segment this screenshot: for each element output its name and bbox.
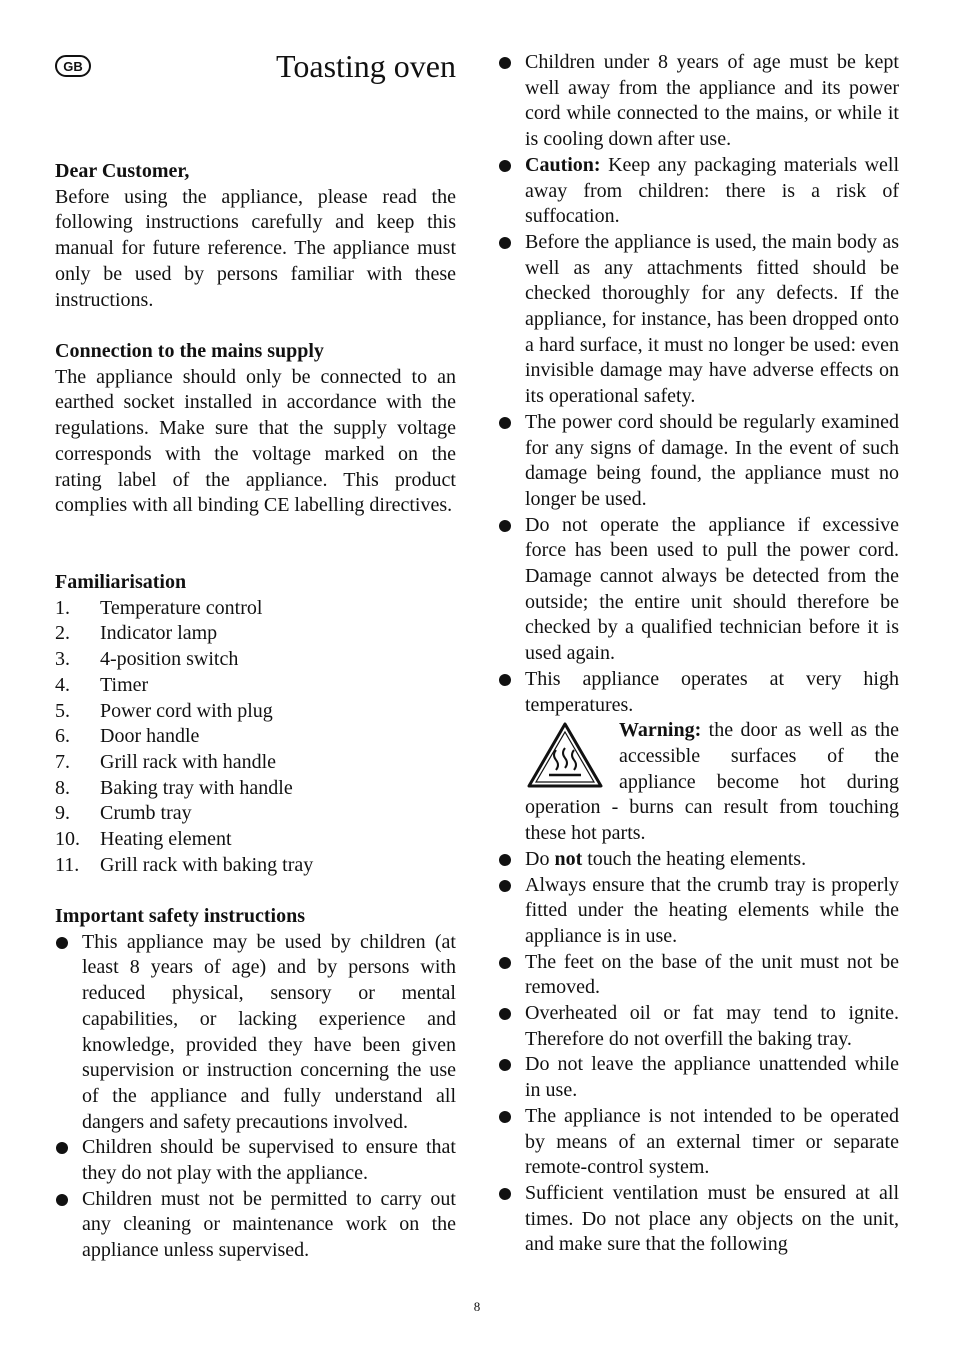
list-item [498,1104,899,1181]
item-label: Heating element [100,828,232,851]
warning-text: the door as well as the accessible surfaces of the appliance become hot during operation - burns can result from touching these hot parts. [525,719,899,845]
list-item [498,1052,899,1103]
hot-surface-warning-icon [525,720,605,790]
bullet-text: Children should be supervised to ensure that they do not play with the appliance. [82,1136,456,1185]
safety-section [55,904,456,1264]
bullet-icon [499,57,511,69]
bullet-text: Before the appliance is used, the main body as well as any attachments fitted should be checked thoroughly for any defects. If the appliance, for instance, has been dropped onto a hard surface, it must no longer be used: even invisible damage may have adverse effects on its operational safety. [525,230,899,408]
list-item [55,776,456,802]
language-badge: GB [55,55,91,77]
list-item [55,647,456,673]
bullet-text: Children under 8 years of age must be kept well away from the appliance and its power cord while connected to the mains, or while it is cooling down after use. [525,51,899,151]
intro-text: Before using the appliance, please read the following instructions carefully and keep this manual for future reference. The appliance must only be used by persons familiar with these instructions. [55,185,456,311]
familiarisation-heading: Familiarisation [55,571,187,593]
list-item [498,1181,899,1258]
mains-heading: Connection to the mains supply [55,340,324,362]
bullet-text: This appliance operates at very high temperatures. [525,667,899,716]
list-item [498,50,899,153]
item-label: Grill rack with handle [100,750,277,773]
item-number: 5. [55,699,70,722]
bullet-text: Do not operate the appliance if excessive force has been used to pull the power cord. Damage cannot always be detected from the outside; the entire unit should therefore be checked by a qualified technician before it is used again. [525,513,899,665]
page-title: Toasting oven [276,48,456,84]
item-label: Power cord with plug [100,699,273,722]
page-number: 8 [473,1299,481,1314]
list-item [498,847,899,873]
intro-section [55,159,456,313]
safety-heading: Important safety instructions [55,905,305,927]
bullet-icon [499,160,511,172]
parts-list [55,596,456,879]
emphasis-not: not [554,847,583,870]
warning-label: Warning: [619,719,702,742]
item-number: 10. [55,828,80,851]
item-number: 9. [55,802,70,825]
item-number: 2. [55,622,70,645]
bullet-text: Sufficient ventilation must be ensured at all times. Do not place any objects on the unit, and make sure that the following [525,1181,899,1256]
list-item [498,513,899,667]
bullet-text: Always ensure that the crumb tray is properly fitted under the heating elements while the appliance is in use. [525,873,899,947]
list-item [55,827,456,853]
list-item [498,667,899,847]
bullet-icon [56,937,68,949]
list-item [55,853,456,879]
item-number: 11. [55,853,80,876]
item-label: Grill rack with baking tray [100,853,314,876]
list-item [498,153,899,230]
bullet-text: Overheated oil or fat may tend to ignite. Therefore do not overfill the baking tray. [525,1002,899,1050]
bullet-icon [499,854,511,866]
bullet-icon [499,237,511,249]
bullet-text: The feet on the base of the unit must not be removed. [525,950,899,999]
bullet-icon [499,417,511,429]
item-number: 6. [55,725,70,748]
bullet-text: This appliance may be used by children (at least 8 years of age) and by persons with reduced physical, sensory or mental capabilities, or lacking experience and knowledge, provided they have been given supervision or instruction concerning the use of the appliance and fully understand all dangers and safety precautions involved. [82,930,456,1133]
hot-surface-warning [525,718,899,847]
item-label: Crumb tray [100,802,192,825]
bullet-icon [499,1008,511,1020]
bullet-icon [56,1194,68,1206]
list-item [498,230,899,410]
safety-list-left [55,930,456,1264]
bullet-icon [499,674,511,686]
item-number: 1. [55,596,70,619]
item-label: Indicator lamp [100,622,218,645]
item-number: 3. [55,648,70,671]
familiarisation-section [55,570,456,878]
list-item [55,1187,456,1264]
bullet-text: Children must not be permitted to carry out any cleaning or maintenance work on the appliance unless supervised. [82,1187,456,1262]
bullet-text: Do [525,847,555,870]
item-number: 4. [55,673,70,696]
item-number: 8. [55,776,70,799]
bullet-text: The power cord should be regularly examined for any signs of damage. In the event of such damage being found, the appliance must no longer be used. [525,410,899,510]
item-label: Baking tray with handle [100,776,293,799]
mains-section [55,339,456,519]
list-item [498,410,899,513]
bullet-icon [499,1059,511,1071]
bullet-icon [499,520,511,532]
bullet-icon [56,1142,68,1154]
bullet-text: Keep any packaging materials well away from children: there is a risk of suffocation. [525,153,899,228]
item-label: Temperature control [100,596,263,619]
list-item [55,801,456,827]
list-item [55,596,456,622]
bullet-icon [499,1111,511,1123]
item-label: Door handle [100,725,200,748]
list-item [55,724,456,750]
bullet-icon [499,1188,511,1200]
item-label: Timer [100,673,149,696]
safety-list-right [498,50,899,1258]
list-item [55,621,456,647]
mains-text: The appliance should only be connected to an earthed socket installed in accordance with the regulations. Make sure that the supply voltage corresponds with the voltage marked on the rating label of the appliance. This product complies with all binding CE labelling directives. [55,365,456,517]
caution-label: Caution: [525,153,601,176]
list-item [498,1001,899,1052]
list-item [55,699,456,725]
item-number: 7. [55,750,70,773]
bullet-text: The appliance is not intended to be operated by means of an external timer or separate remote-control system. [525,1104,899,1179]
list-item [55,930,456,1136]
bullet-icon [499,880,511,892]
list-item [55,1135,456,1186]
bullet-text: touch the heating elements. [582,847,807,870]
bullet-text: Do not leave the appliance unattended while in use. [525,1053,899,1102]
item-label: 4-position switch [100,648,239,671]
list-item [498,873,899,950]
list-item [55,673,456,699]
list-item [498,950,899,1001]
bullet-icon [499,957,511,969]
list-item [55,750,456,776]
intro-heading: Dear Customer, [55,160,190,182]
